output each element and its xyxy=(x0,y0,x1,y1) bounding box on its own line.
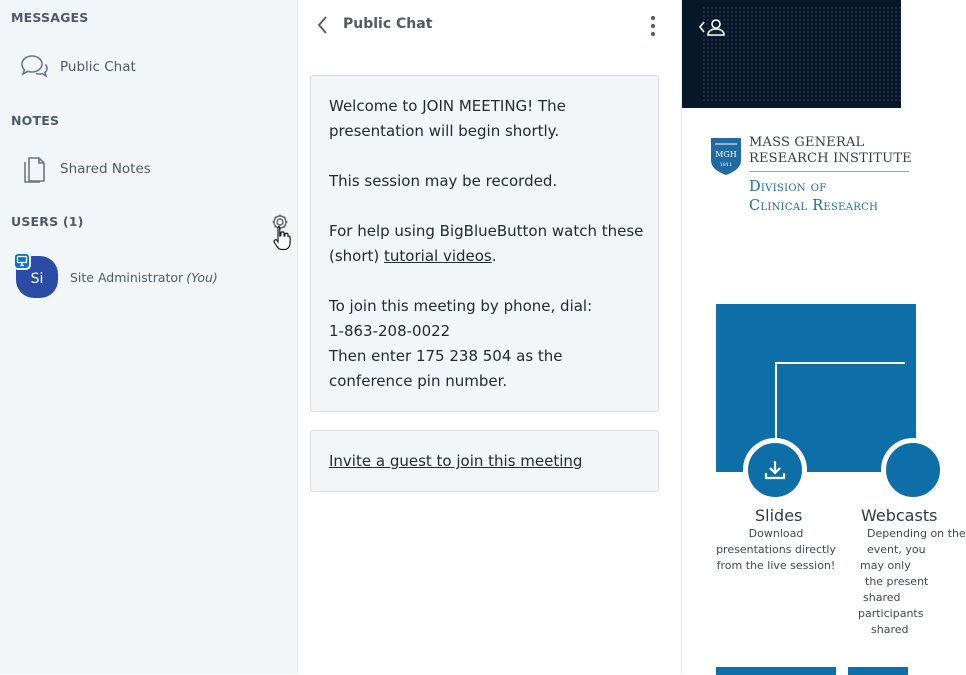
card-desc-webcasts xyxy=(854,526,966,638)
org-line-2: RESEARCH INSTITUTE xyxy=(749,151,912,166)
help-text xyxy=(329,219,644,269)
connector-line xyxy=(775,362,777,442)
dial-in-pin: Then enter 175 238 504 as the conference pin number. xyxy=(329,347,563,390)
chat-title[interactable]: Public Chat xyxy=(343,16,433,32)
video-strip xyxy=(682,0,901,108)
video-background xyxy=(702,6,902,101)
help-prefix: For help using BigBlueButton watch these (short) xyxy=(329,222,644,265)
user-list-item[interactable] xyxy=(16,256,286,298)
card-title-slides: Slides xyxy=(755,506,803,525)
video-toggle-button[interactable] xyxy=(698,16,728,38)
download-icon xyxy=(743,438,807,502)
public-chat-label: Public Chat xyxy=(60,59,136,75)
slide-bottom-bar xyxy=(716,667,836,675)
webcast-desc-line: may only xyxy=(860,559,911,572)
tutorial-videos-link[interactable]: tutorial videos xyxy=(384,247,492,265)
webcast-desc-line: shared xyxy=(871,623,909,636)
webcast-desc-line: shared xyxy=(863,591,901,604)
avatar-initials: Si xyxy=(16,256,58,298)
webcast-desc-line: Depending on the xyxy=(867,527,966,540)
invite-guest-link[interactable]: Invite a guest to join this meeting xyxy=(310,430,659,492)
welcome-message xyxy=(310,75,659,412)
userlist-panel xyxy=(0,0,298,674)
chevron-left-icon[interactable] xyxy=(316,14,330,36)
you-label: (You) xyxy=(186,269,218,285)
svg-text:1811: 1811 xyxy=(719,162,733,168)
messages-section-title: MESSAGES xyxy=(11,10,89,25)
webcast-desc-line: the present xyxy=(865,575,929,588)
chat-header xyxy=(298,0,681,50)
divider xyxy=(749,171,909,172)
dial-in-intro: To join this meeting by phone, dial: xyxy=(329,297,593,315)
dial-in-number: 1-863-208-0022 xyxy=(329,322,451,340)
org-name xyxy=(749,135,912,167)
user-display-name: Site Administrator xyxy=(70,269,184,285)
shared-notes-label: Shared Notes xyxy=(60,161,151,177)
division-name xyxy=(749,178,878,216)
presenter-icon xyxy=(13,252,31,270)
dial-in-text xyxy=(329,294,644,394)
svg-text:MGH: MGH xyxy=(715,150,737,159)
org-line-1: MASS GENERAL xyxy=(749,135,865,150)
notes-section-title: NOTES xyxy=(11,113,60,128)
connector-line xyxy=(775,362,905,364)
mgh-seal-logo xyxy=(709,136,743,180)
slide-bottom-bar xyxy=(848,667,908,675)
division-line-1: Division of xyxy=(749,179,827,195)
help-suffix: . xyxy=(491,247,497,265)
avatar xyxy=(16,256,58,298)
pointer-cursor-icon xyxy=(272,224,292,256)
user-icon xyxy=(698,16,728,38)
webcast-desc-line: participants xyxy=(858,607,924,620)
user-name xyxy=(70,270,218,285)
notes-icon xyxy=(8,152,60,186)
users-section-title: USERS (1) xyxy=(11,214,84,229)
webcast-icon xyxy=(881,438,945,502)
slide-blue-panel xyxy=(716,304,916,472)
recording-notice: This session may be recorded. xyxy=(329,172,558,190)
card-desc-slides: Download presentations directly from the live session! xyxy=(716,527,836,572)
division-line-2: Clinical Research xyxy=(749,198,879,214)
chat-panel xyxy=(298,0,681,674)
card-title-webcasts: Webcasts xyxy=(861,506,938,525)
chat-bubbles-icon xyxy=(8,50,60,84)
presentation-area xyxy=(681,0,966,674)
webcast-desc-line: event, you xyxy=(867,543,926,556)
welcome-text: Welcome to JOIN MEETING! The presentation will begin shortly. xyxy=(329,97,566,140)
public-chat-item[interactable] xyxy=(8,44,290,90)
more-vertical-icon[interactable] xyxy=(646,16,660,36)
shared-notes-item[interactable] xyxy=(8,146,290,192)
presentation-slide xyxy=(682,108,966,674)
